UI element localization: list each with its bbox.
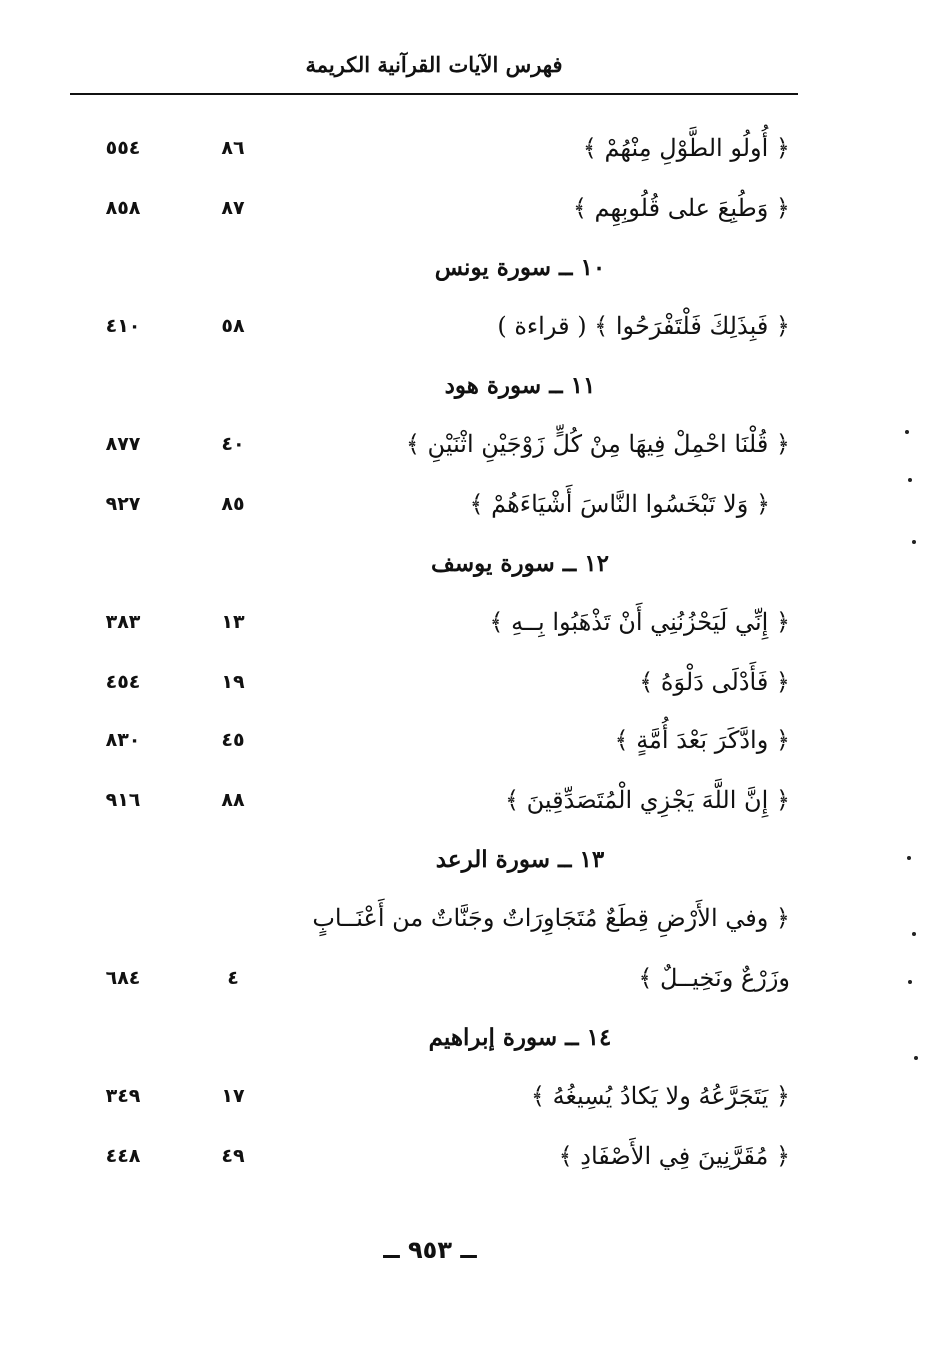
header-rule (70, 93, 798, 95)
page-reference: ٣٨٣ (105, 611, 141, 633)
surah-heading: ١١ ــ سورة هود (444, 372, 596, 399)
page-reference: ٤١٠ (105, 315, 141, 337)
verse-text: ﴿ فَبِذَلِكَ فَلْتَفْرَحُوا ﴾ ( قراءة ) (497, 312, 790, 340)
verse-row (0, 662, 926, 702)
ayah-number: ١٧ (221, 1085, 245, 1107)
verse-text: ﴿ أُولُو الطَّوْلِ مِنْهُمْ ﴾ (582, 134, 790, 162)
scan-speck (908, 980, 912, 984)
page-header-title: فهرس الآيات القرآنية الكريمة (305, 52, 563, 77)
ayah-number: ٨٦ (221, 137, 245, 159)
page-reference: ٥٥٤ (105, 137, 141, 159)
scan-speck (912, 540, 916, 544)
verse-text: ﴿ وادَّكَرَ بَعْدَ أُمَّةٍ ﴾ (614, 726, 790, 754)
ayah-number: ٨٨ (221, 789, 245, 811)
page-reference: ٨٧٧ (105, 433, 141, 455)
verse-row (0, 484, 926, 524)
scan-speck (907, 856, 911, 860)
verse-text: ﴿ يَتَجَرَّعُهُ ولا يَكادُ يُسِيغُهُ ﴾ (530, 1082, 790, 1110)
page-reference: ٤٤٨ (105, 1145, 141, 1167)
verse-row (0, 958, 926, 998)
verse-text: ﴿ إِنِّي لَيَحْزُنُنِي أَنْ تَذْهَبُوا بِــهِ ﴾ (489, 608, 790, 636)
scan-speck (908, 478, 912, 482)
verse-text: ﴿ إِنَّ اللَّهَ يَجْزِي الْمُتَصَدِّقِينَ ﴾ (504, 786, 790, 814)
surah-heading: ١٤ ــ سورة إبراهيم (428, 1024, 612, 1051)
verse-row (0, 188, 926, 228)
verse-text: ﴿ فَأَدْلَى دَلْوَهُ ﴾ (639, 668, 790, 696)
verse-row (0, 720, 926, 760)
page-number-footer: ــ ٩٥٣ ــ (383, 1236, 477, 1264)
ayah-number: ١٣ (221, 611, 245, 633)
ayah-number: ٥٨ (221, 315, 245, 337)
verse-row (0, 424, 926, 464)
scan-speck (905, 430, 909, 434)
verse-text-line-2: وزَرْعٌ ونَخِيــلٌ ﴾ (638, 964, 790, 992)
verse-row (0, 1076, 926, 1116)
verse-text: ﴿ قُلْنَا احْمِلْ فِيهَا مِنْ كُلٍّ زَوْجَيْنِ اثْنَيْنِ ﴾ (405, 430, 790, 458)
verse-text: ﴿ وَطُبِعَ على قُلُوبِهِم ﴾ (572, 194, 790, 222)
surah-heading: ١٢ ــ سورة يوسف (431, 550, 609, 577)
verse-row (0, 128, 926, 168)
verse-row (0, 602, 926, 642)
ayah-number: ٤٥ (221, 729, 245, 751)
verse-row (0, 898, 926, 938)
verse-text: ﴿ مُقَرَّنِينَ فِي الأَصْفَادِ ﴾ (558, 1142, 790, 1170)
page-reference: ٣٤٩ (105, 1085, 141, 1107)
verse-text: ﴿ وَلا تَبْخَسُوا النَّاسَ أَشْيَاءَهُمْ ﴾ (469, 490, 770, 518)
page-reference: ٤٥٤ (105, 671, 141, 693)
page-reference: ٨٥٨ (105, 197, 141, 219)
verse-text-line-1: ﴿ وفي الأَرْضِ قِطَعٌ مُتَجَاوِرَاتٌ وجَنَّاتٌ من أَعْنَــابٍ (312, 904, 790, 932)
ayah-number: ٨٧ (221, 197, 245, 219)
surah-heading: ١٠ ــ سورة يونس (434, 254, 606, 281)
page-reference: ٩١٦ (105, 789, 141, 811)
surah-heading: ١٣ ــ سورة الرعد (435, 846, 605, 873)
ayah-number: ٤٠ (221, 433, 245, 455)
verse-row (0, 306, 926, 346)
ayah-number: ٨٥ (221, 493, 245, 515)
page-reference: ٦٨٤ (105, 967, 141, 989)
ayah-number: ١٩ (221, 671, 245, 693)
ayah-number: ٤ (227, 967, 239, 989)
page-reference: ٩٢٧ (105, 493, 141, 515)
verse-row (0, 780, 926, 820)
scan-speck (912, 932, 916, 936)
scan-speck (914, 1056, 918, 1060)
page-reference: ٨٣٠ (105, 729, 141, 751)
verse-row (0, 1136, 926, 1176)
ayah-number: ٤٩ (221, 1145, 245, 1167)
